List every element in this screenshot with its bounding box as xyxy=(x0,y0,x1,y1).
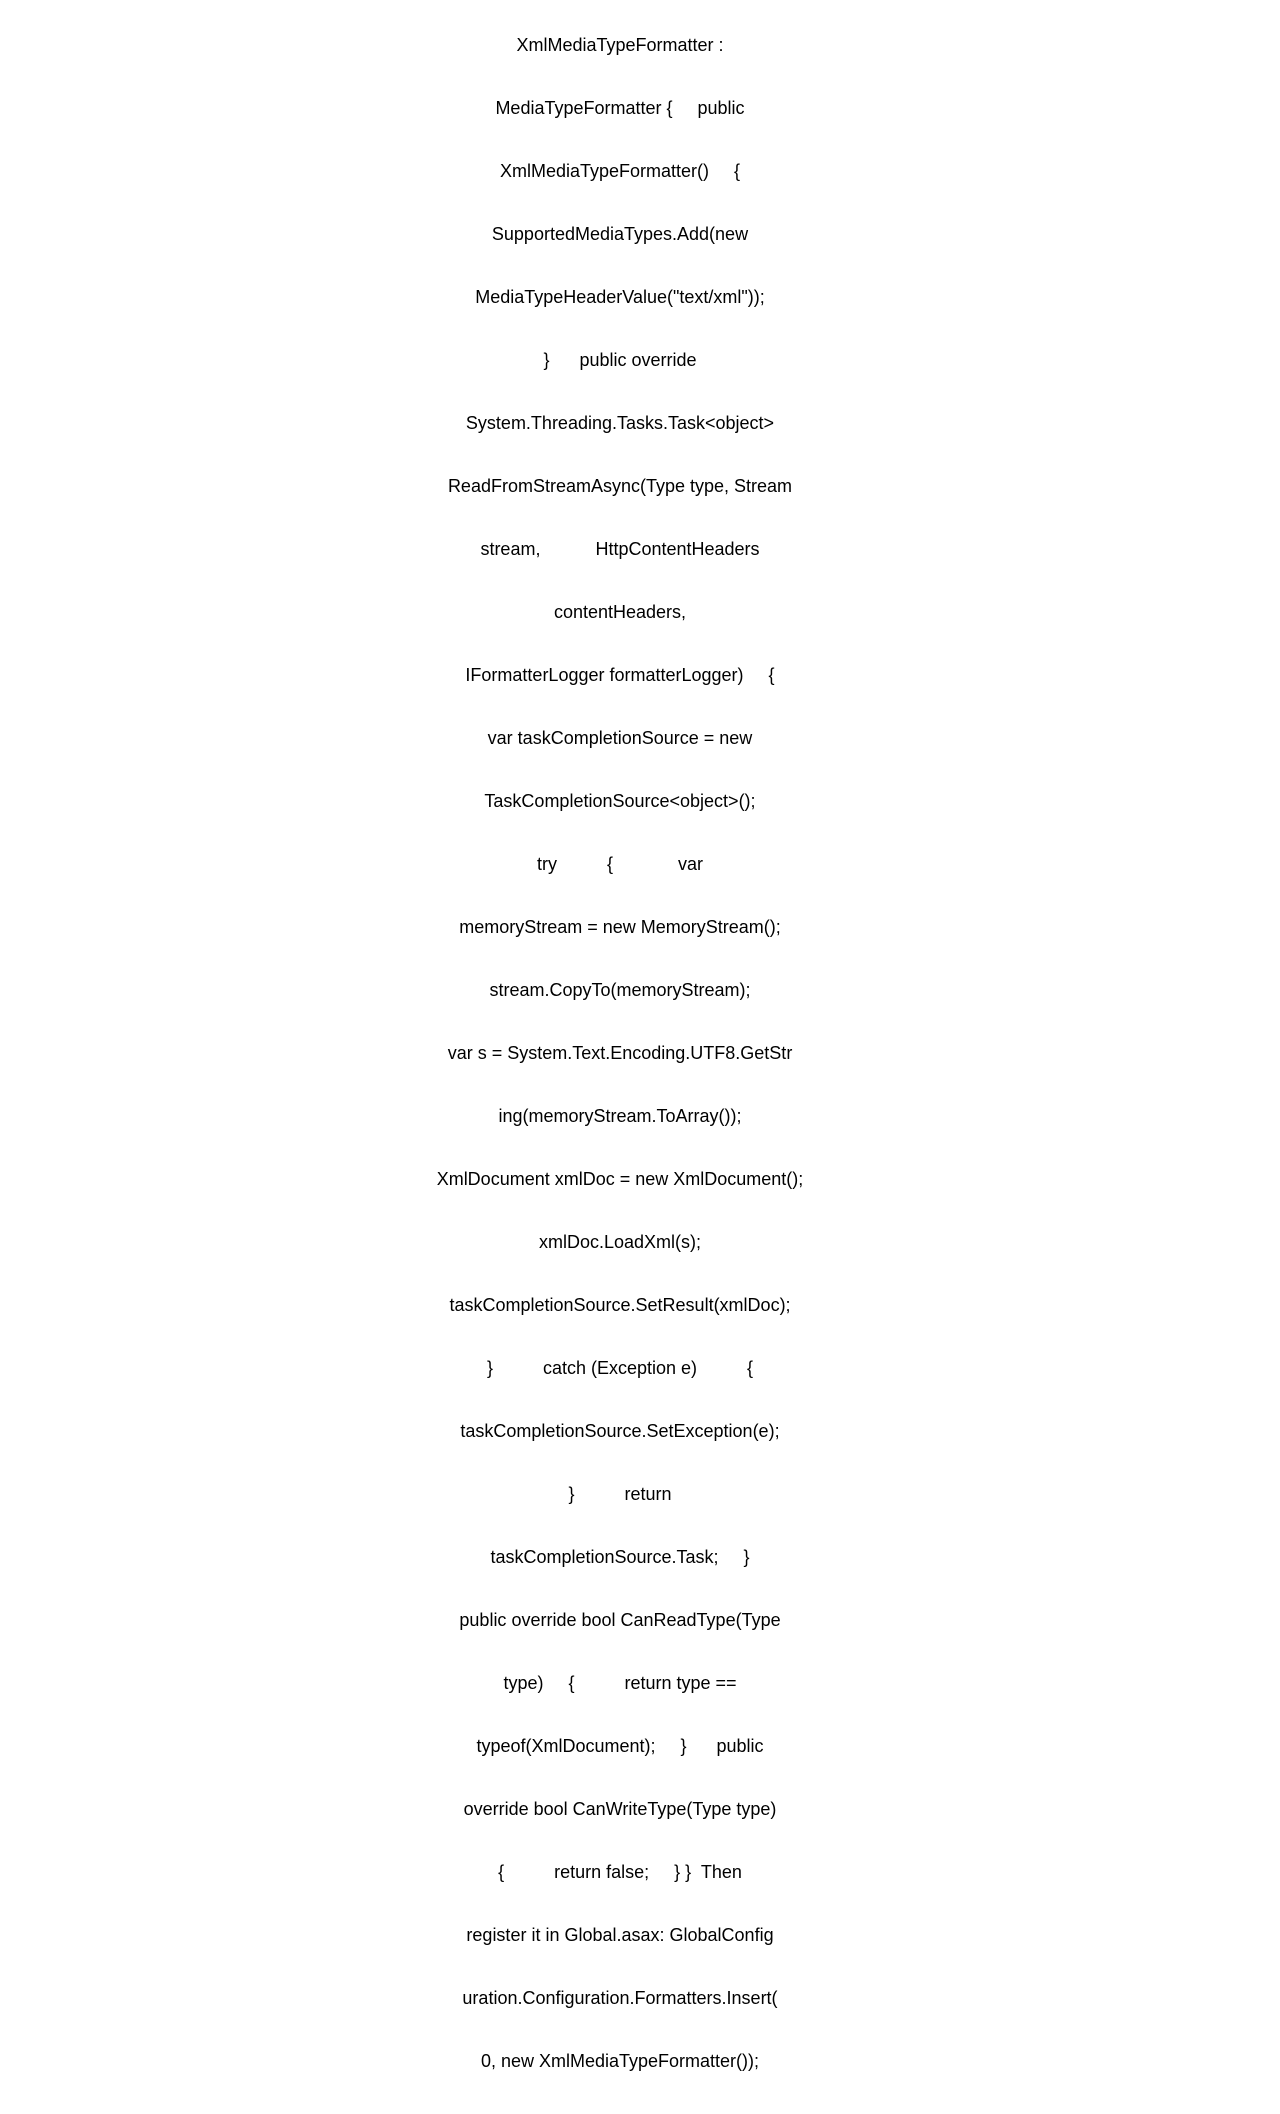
code-text-block xyxy=(420,0,820,2114)
text-line: xmlDoc.LoadXml(s); xyxy=(538,1232,702,1252)
text-line: TaskCompletionSource<object>(); xyxy=(484,791,756,811)
text-line: SupportedMediaTypes.Add(new xyxy=(491,224,749,244)
text-line: memoryStream = new MemoryStream(); xyxy=(459,917,781,937)
text-line: XmlMediaTypeFormatter : xyxy=(516,35,724,55)
text-line: try { var xyxy=(536,854,704,874)
text-line: type) { return type == xyxy=(503,1673,737,1693)
text-line: MediaTypeHeaderValue("text/xml")); xyxy=(475,287,765,307)
text-line: XmlDocument xmlDoc = new XmlDocument(); xyxy=(436,1169,804,1189)
text-line: } public override xyxy=(543,350,697,370)
text-line: var s = System.Text.Encoding.UTF8.GetStr xyxy=(447,1043,793,1063)
text-line: MediaTypeFormatter { public xyxy=(495,98,745,118)
text-line: stream.CopyTo(memoryStream); xyxy=(489,980,751,1000)
text-line: } catch (Exception e) { xyxy=(486,1358,754,1378)
text-line: override bool CanWriteType(Type type) xyxy=(463,1799,777,1819)
text-line: { return false; } } Then xyxy=(498,1862,742,1882)
text-line: register it in Global.asax: GlobalConfig xyxy=(466,1925,774,1945)
text-line: var taskCompletionSource = new xyxy=(487,728,753,748)
text-line: ing(memoryStream.ToArray()); xyxy=(498,1106,742,1126)
text-line: public override bool CanReadType(Type xyxy=(459,1610,781,1630)
text-line: typeof(XmlDocument); } public xyxy=(476,1736,764,1756)
text-line: taskCompletionSource.Task; } xyxy=(490,1547,750,1567)
text-line: ReadFromStreamAsync(Type type, Stream xyxy=(447,476,793,496)
text-line: uration.Configuration.Formatters.Insert( xyxy=(462,1988,778,2008)
text-line: XmlMediaTypeFormatter() { xyxy=(499,161,741,181)
text-line: System.Threading.Tasks.Task<object> xyxy=(465,413,775,433)
text-line: } return xyxy=(568,1484,672,1504)
text-line: stream, HttpContentHeaders xyxy=(480,539,760,559)
text-line: taskCompletionSource.SetResult(xmlDoc); xyxy=(449,1295,791,1315)
text-line: contentHeaders, xyxy=(553,602,687,622)
text-line: taskCompletionSource.SetException(e); xyxy=(460,1421,780,1441)
text-line: 0, new XmlMediaTypeFormatter()); xyxy=(480,2051,760,2071)
text-line: IFormatterLogger formatterLogger) { xyxy=(465,665,775,685)
